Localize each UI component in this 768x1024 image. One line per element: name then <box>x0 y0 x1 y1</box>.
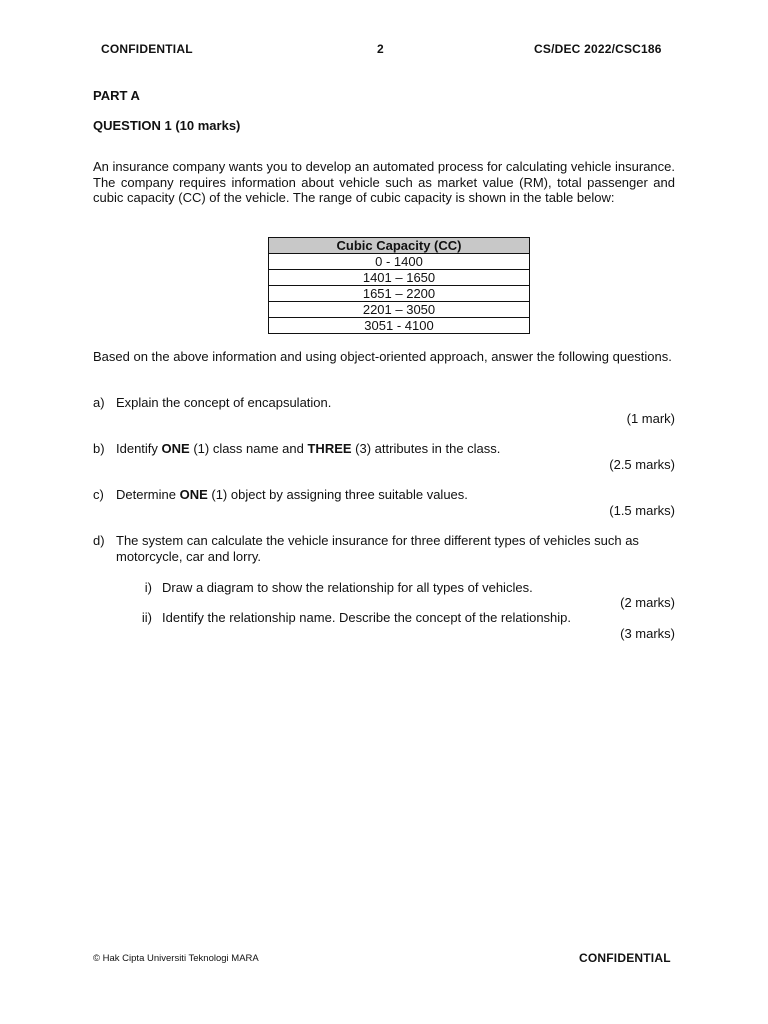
question-a-label: a) <box>93 395 105 410</box>
table-cell: 2201 – 3050 <box>269 302 530 318</box>
exam-code: CS/DEC 2022/CSC186 <box>534 42 662 56</box>
instruction-paragraph: Based on the above information and using object-oriented approach, answer the following questions. <box>93 349 672 364</box>
footer-confidential: CONFIDENTIAL <box>579 951 671 965</box>
table-cell: 1401 – 1650 <box>269 270 530 286</box>
question-a-marks: (1 mark) <box>626 411 675 426</box>
question-title: QUESTION 1 (10 marks) <box>93 118 241 133</box>
question-b-text: Identify ONE (1) class name and THREE (3) attributes in the class. <box>116 441 501 456</box>
intro-paragraph: An insurance company wants you to develop an automated process for calculating vehicle insurance. The company requires information about vehicle such as market value (RM), total passenger and cubic capacity (CC) of the vehicle. The range of cubic capacity is shown in the table below: <box>93 159 675 205</box>
question-d-ii-text: Identify the relationship name. Describe the concept of the relationship. <box>162 610 572 625</box>
copyright-notice: © Hak Cipta Universiti Teknologi MARA <box>93 953 259 964</box>
question-a-text: Explain the concept of encapsulation. <box>116 395 332 410</box>
question-b-marks: (2.5 marks) <box>609 457 675 472</box>
table-row <box>269 254 530 270</box>
table-header-row <box>269 238 530 254</box>
question-d-i-label: i) <box>144 580 152 595</box>
question-c-text: Determine ONE (1) object by assigning three suitable values. <box>116 487 468 502</box>
question-d-i-text: Draw a diagram to show the relationship for all types of vehicles. <box>162 580 533 595</box>
question-d-text: The system can calculate the vehicle insurance for three different types of vehicles such as motorcycle, car and lorry. <box>116 533 639 564</box>
question-c-label: c) <box>93 487 104 502</box>
part-title: PART A <box>93 88 140 103</box>
question-c-marks: (1.5 marks) <box>609 503 675 518</box>
page-number: 2 <box>377 42 384 56</box>
table-row <box>269 286 530 302</box>
question-d-label: d) <box>93 533 105 548</box>
table-header-cell: Cubic Capacity (CC) <box>269 238 530 254</box>
question-d-ii-marks: (3 marks) <box>620 626 675 641</box>
table-row <box>269 318 530 334</box>
question-d-i-marks: (2 marks) <box>620 595 675 610</box>
question-b-label: b) <box>93 441 105 456</box>
header-confidential: CONFIDENTIAL <box>101 42 193 56</box>
table-row <box>269 302 530 318</box>
table-cell: 1651 – 2200 <box>269 286 530 302</box>
cubic-capacity-table <box>268 237 530 334</box>
table-cell: 3051 - 4100 <box>269 318 530 334</box>
table-cell: 0 - 1400 <box>269 254 530 270</box>
table-row <box>269 270 530 286</box>
question-d-ii-label: ii) <box>141 610 152 625</box>
